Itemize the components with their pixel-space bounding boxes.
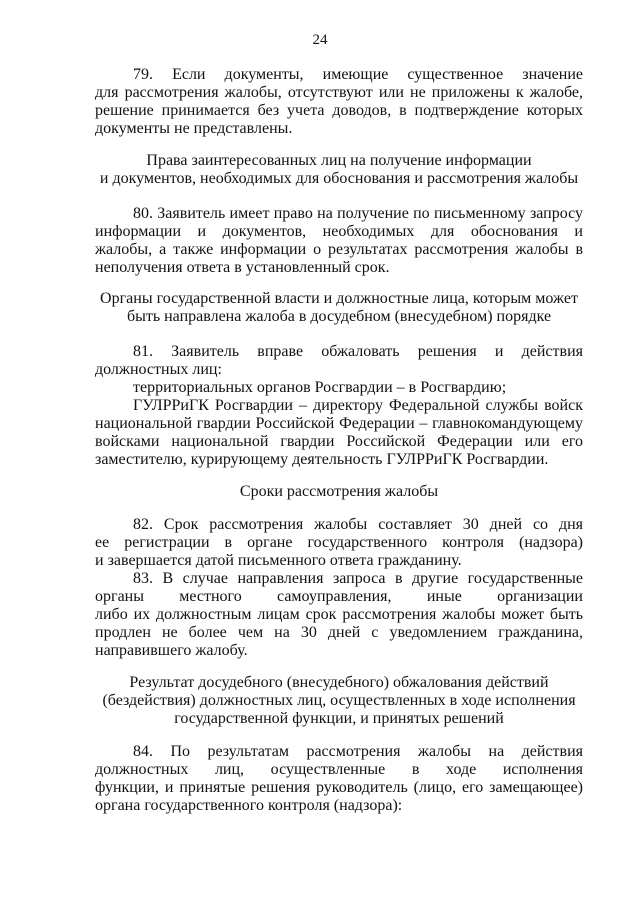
page-number: 24: [312, 32, 328, 48]
section-heading: государственной функции, и принятых решений: [174, 710, 504, 727]
paragraph-81-line: 81. Заявитель вправе обжаловать решения и действия: [133, 343, 583, 360]
paragraph-81-line: территориальных органов Росгвардии – в Росгвардию;: [133, 379, 507, 396]
section-heading: Результат досудебного (внесудебного) обжалования действий: [129, 674, 549, 691]
paragraph-83-line: 83. В случае направления запроса в другие государственные: [133, 570, 583, 587]
paragraph-82-line: 82. Срок рассмотрения жалобы составляет 30 дней со дня: [133, 516, 583, 533]
paragraph-81-line: ГУЛРРиГК Росгвардии – директору Федеральной службы войск: [133, 397, 583, 414]
paragraph-84-line: должностных лиц, осуществленные в ходе исполнения: [95, 761, 583, 778]
paragraph-83-line: продлен не более чем на 30 дней с уведомлением гражданина,: [95, 624, 583, 641]
section-heading: (бездействия) должностных лиц, осуществленных в ходе исполнения: [102, 692, 576, 709]
paragraph-84-line: органа государственного контроля (надзора):: [95, 797, 403, 814]
paragraph-82-line: ее регистрации в органе государственного контроля (надзора): [95, 534, 583, 551]
section-heading: Сроки рассмотрения жалобы: [239, 483, 439, 500]
paragraph-81-line: должностных лиц:: [95, 361, 222, 378]
section-heading: Органы государственной власти и должностные лица, которым может: [100, 290, 578, 307]
section-heading: Права заинтересованных лиц на получение информации: [146, 152, 532, 169]
paragraph-80-line: информации и документов, необходимых для обоснования и: [95, 223, 583, 240]
paragraph-79-line: решение принимается без учета доводов, в подтверждение которых: [95, 102, 583, 119]
paragraph-81-line: заместителю, курирующему деятельность ГУЛРРиГК Росгвардии.: [95, 451, 549, 468]
paragraph-81-line: национальной гвардии Российской Федерации – главнокомандующему: [95, 415, 583, 432]
paragraph-79-line: 79. Если документы, имеющие существенное значение: [133, 66, 583, 83]
paragraph-80-line: 80. Заявитель имеет право на получение по письменному запросу: [133, 205, 583, 222]
paragraph-84-line: 84. По результатам рассмотрения жалобы на действия: [133, 743, 583, 760]
paragraph-81-line: войсками национальной гвардии Российской Федерации или его: [95, 433, 583, 450]
paragraph-83-line: направившего жалобу.: [95, 642, 248, 659]
paragraph-79-line: для рассмотрения жалобы, отсутствуют или не приложены к жалобе,: [95, 84, 583, 101]
paragraph-80-line: неполучения ответа в установленный срок.: [95, 259, 390, 276]
paragraph-82-line: и завершается датой письменного ответа гражданину.: [95, 552, 462, 569]
section-heading: быть направлена жалоба в досудебном (внесудебном) порядке: [126, 308, 552, 325]
paragraph-83-line: либо их должностным лицам срок рассмотрения жалобы может быть: [95, 606, 583, 623]
paragraph-83-line: органы местного самоуправления, иные организации: [95, 588, 583, 605]
section-heading: и документов, необходимых для обоснования и рассмотрения жалобы: [99, 170, 579, 187]
paragraph-80-line: жалобы, а также информации о результатах рассмотрения жалобы в: [95, 241, 583, 258]
paragraph-79-line: документы не представлены.: [95, 120, 293, 137]
paragraph-84-line: функции, и принятые решения руководитель (лицо, его замещающее): [95, 779, 583, 796]
